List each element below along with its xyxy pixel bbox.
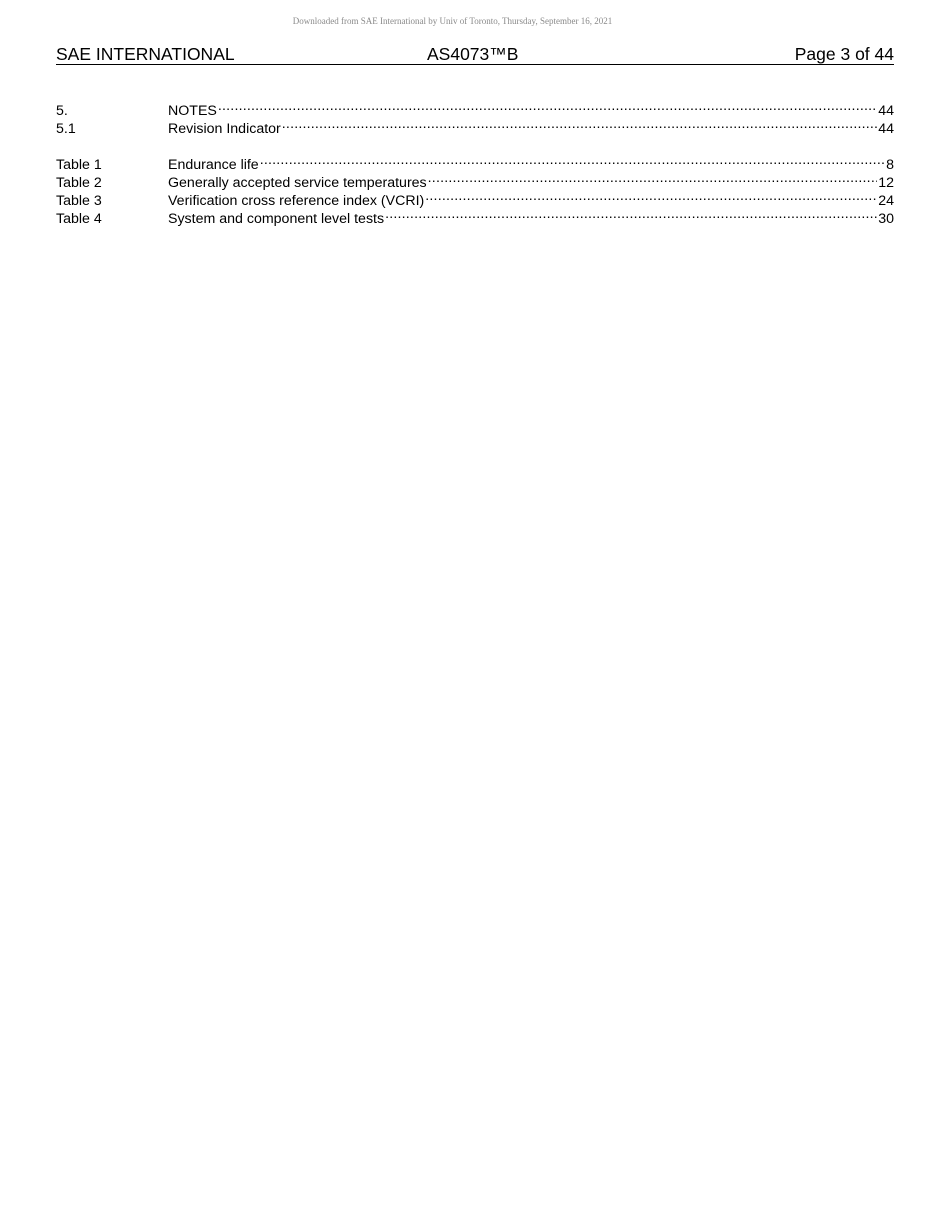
toc-leader-dots [218, 97, 877, 115]
toc-entry-number: Table 3 [56, 193, 102, 209]
toc-entry-number: Table 2 [56, 175, 102, 191]
toc-leader-dots [428, 169, 878, 187]
toc-entry-title: System and component level tests [168, 211, 385, 227]
toc-entry-title: Endurance life [168, 157, 259, 173]
toc-entry-number: Table 4 [56, 211, 102, 227]
toc-entry-title: Revision Indicator [168, 121, 281, 137]
header-document-number: AS4073™B [427, 44, 519, 64]
toc-entry-number: 5. [56, 103, 68, 119]
toc-sections-list [56, 97, 894, 137]
toc-entry-page: 12 [878, 175, 894, 191]
toc-entry-title: Generally accepted service temperatures [168, 175, 427, 191]
toc-tables-list [56, 151, 894, 227]
toc-entry-page: 44 [878, 103, 894, 119]
toc-entry-title: NOTES [168, 103, 217, 119]
toc-entry-page: 30 [878, 211, 894, 227]
toc-entry-number: 5.1 [56, 121, 76, 137]
toc-entry-page: 44 [878, 121, 894, 137]
toc-entry-number: Table 1 [56, 157, 102, 173]
toc-entry-title: Verification cross reference index (VCRI) [168, 193, 425, 209]
page-header [56, 44, 894, 65]
download-watermark: Downloaded from SAE International by Univ of Toronto, Thursday, September 16, 2021 [292, 16, 613, 26]
toc-leader-dots [260, 151, 885, 169]
toc-entry[interactable] [56, 97, 894, 119]
header-page-number: Page 3 of 44 [794, 44, 894, 64]
header-organization: SAE INTERNATIONAL [56, 44, 235, 64]
toc-leader-dots [425, 187, 877, 205]
toc-table-entry[interactable] [56, 151, 894, 173]
toc-entry-page: 24 [878, 193, 894, 209]
toc-entry-page: 8 [886, 157, 894, 173]
toc-leader-dots [282, 115, 877, 133]
toc-leader-dots [385, 205, 877, 223]
